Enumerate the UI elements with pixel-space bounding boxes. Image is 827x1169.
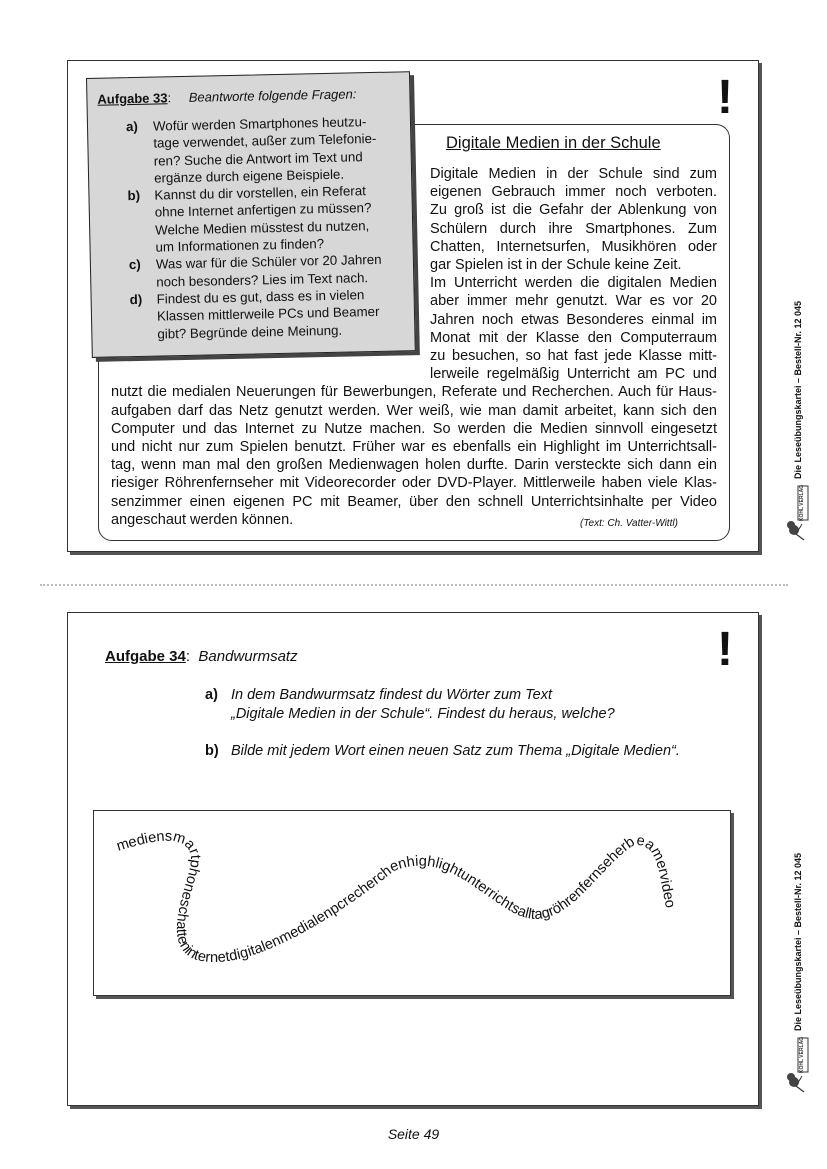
question-line: Klassen mittlerweile PCs und Beamer [156, 304, 380, 324]
task-instruction: Beantworte folgende Fragen: [188, 86, 357, 105]
article-line: Monat mit der Klasse den Computerraum [430, 329, 717, 346]
article-line: Chatten, Internetsurfen, Musikhören oder [430, 238, 717, 255]
tree-logo-icon [786, 1036, 810, 1096]
question-b-text: Bilde mit jedem Wort einen neuen Satz zum Thema „Digitale Medien“. [231, 743, 680, 759]
article-line: senzimmer einen eigenen PC mit Beamer, über den schnell Unterrichtsinhalte per Video [111, 493, 717, 510]
task-instruction: Bandwurmsatz [198, 648, 298, 665]
article-line: angeschaut werden können. [111, 511, 294, 528]
question-label: a) [205, 687, 218, 703]
bandwurm-text: mediensmartphoneschatteninternetdigitalenmedialenpcrecherchenhighlightunterrichtsalltagröhrenfernseherbeamervideo [114, 828, 679, 967]
bandwurmsatz-box [93, 810, 731, 996]
task-colon: : [185, 648, 191, 665]
question-label: b) [205, 743, 219, 759]
page-number: Seite 49 [387, 1126, 440, 1142]
question-line: ren? Suche die Antwort im Text und [153, 148, 363, 169]
question-line: um Informationen zu finden? [155, 236, 325, 255]
exclamation-mark: ! [717, 71, 733, 124]
question-label: b) [127, 188, 141, 204]
article-line: Digitale Medien in der Schule sind zum [430, 166, 717, 182]
question-line: tage verwendet, außer zum Telefonie- [153, 131, 377, 151]
article-line: Im Unterricht werden die digitalen Medien [430, 275, 717, 292]
tree-logo-icon [786, 484, 810, 544]
article-line: und nicht nur zum Spielen benutzt. Früher war es ebenfalls ein Highlight im Unterrichtsall- [111, 439, 717, 455]
logo-text: KOHL VERLAG [799, 484, 805, 522]
article-line: lerweile regelmäßig Unterricht am PC und [430, 366, 717, 383]
task-label: Aufgabe 34 [105, 648, 186, 665]
article-line: nutzt die medialen Neuerungen für Bewerbungen, Referate und Recherchen. Auch für Haus- [111, 384, 717, 401]
logo-text: KOHL VERLAG [799, 1036, 805, 1074]
question-a-line-1: In dem Bandwurmsatz findest du Wörter zum Text [231, 687, 553, 703]
task-header [97, 86, 356, 106]
article-line: gar Spielen ist in der Schule keine Zeit. [430, 257, 682, 273]
article-line: zu besuchen, so hat fast jede Klasse mitt- [430, 348, 717, 364]
question-line: Findest du es gut, dass es in vielen [156, 287, 365, 307]
question-label: c) [128, 257, 141, 273]
question-line: Welche Medien müsstest du nutzen, [155, 217, 370, 238]
question-label: a) [125, 118, 139, 135]
question-b [205, 742, 680, 761]
task-label: Aufgabe 33 [97, 90, 168, 107]
cut-line-divider [40, 584, 788, 586]
article-line: Schülern durch ihre Smartphones. Zum [430, 220, 717, 237]
article-line: eigenen Gebrauch immer noch verboten. [430, 184, 717, 201]
question-line: ohne Internet anfertigen zu müssen? [154, 200, 372, 221]
question-line: ergänze durch eigene Beispiele. [153, 166, 345, 186]
side-label [788, 270, 808, 510]
bandwurm-graphic [94, 811, 730, 995]
article-line: aber immer mehr genutzt. War es vor 20 [430, 293, 717, 310]
side-publisher-text: Die Leseübungskartei – Bestell-Nr. 12 045 [793, 300, 803, 480]
question-line: Kannst du dir vorstellen, ein Referat [154, 183, 366, 203]
task-header-aufgabe-34 [105, 648, 298, 665]
task-colon: : [167, 90, 172, 106]
question-label: d) [129, 291, 143, 308]
side-publisher-text: Die Leseübungskartei – Bestell-Nr. 12 045 [793, 852, 803, 1032]
question-line: Was war für die Schüler vor 20 Jahren [155, 252, 382, 272]
question-line: gibt? Begründe deine Meinung. [157, 322, 343, 342]
article-line: tag, wenn man mal den großen Medienwagen holen durfte. Darin versteckte sich dann ein [111, 457, 717, 474]
article-line: riesiger Röhrenfernseher mit Videorecorder oder DVD-Player. Mittlerweile haben viele Klas- [111, 475, 717, 492]
text-credit: (Text: Ch. Vatter-Wittl) [580, 518, 678, 529]
side-label [788, 822, 808, 1062]
article-line: Jahren noch etwas Besonderes einmal im [430, 311, 717, 328]
question-a [205, 686, 615, 724]
article-line: Computer und das Internet zu Nutze machen. So werden die Medien sinnvoll eingesetzt [111, 420, 717, 437]
question-line: noch besonders? Lies im Text nach. [156, 269, 369, 290]
article-line: Zu groß ist die Gefahr der Ablenkung von [430, 202, 717, 219]
article-title: Digitale Medien in der Schule [446, 134, 661, 152]
question-line: Wofür werden Smartphones heutzu- [152, 114, 367, 134]
article-line: aufgaben darf das Netz genutzt werden. Wer weiß, wie man damit arbeitet, kann sich den [111, 402, 717, 419]
exclamation-mark: ! [717, 623, 733, 676]
question-a-line-2: „Digitale Medien in der Schule“. Findest du heraus, welche? [231, 706, 615, 722]
task-box-aufgabe-33 [86, 71, 416, 358]
